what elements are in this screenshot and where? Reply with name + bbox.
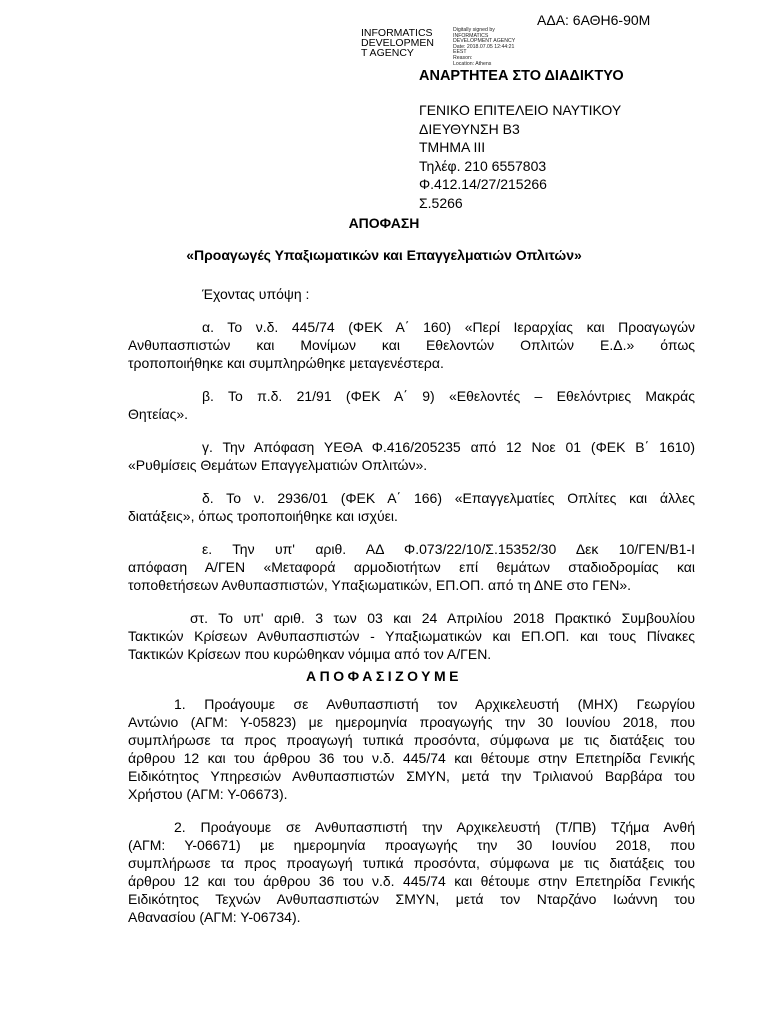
- paragraph-line: γ. Την Απόφαση ΥΕΘΑ Φ.416/205235 από 12 Νοε 01 (ΦΕΚ Β΄ 1610): [202, 439, 695, 455]
- paragraph-line: Ειδικότητος Υπηρεσιών Ανθυπασπιστών ΣΜΥΝ, μετά την Τριλιανού Βαρβάρα του: [128, 768, 695, 784]
- paragraph-line: Τακτικών Κρίσεων Ανθυπασπιστών - Υπαξιωματικών και ΕΠ.ΟΠ. και τους Πίνακες: [128, 628, 695, 644]
- signature-org-line: INFORMATICS: [361, 27, 433, 39]
- signature-detail-line: INFORMATICS: [453, 32, 489, 39]
- signature-org-line: T AGENCY: [361, 47, 414, 59]
- paragraph-line: Ανθυπασπιστών και Μονίμων και Εθελοντών Οπλιτών Ε.Δ.» όπως: [128, 337, 695, 353]
- consideration-item: [128, 540, 695, 594]
- signature-detail-line: EEST: [453, 49, 467, 56]
- paragraph-line: διατάξεις», όπως τροποποιήθηκε και ισχύει.: [128, 508, 398, 524]
- paragraph-line: άρθρου 12 και του άρθρου 36 του ν.δ. 445/74 και θέτουμε στην Επετηρίδα Γενικής: [128, 750, 695, 766]
- paragraph-line: Χρήστου (ΑΓΜ: Υ-06673).: [128, 786, 288, 802]
- paragraph-line: δ. Το ν. 2936/01 (ΦΕΚ Α΄ 166) «Επαγγελματίες Οπλίτες και άλλες: [202, 490, 695, 506]
- publish-notice: ΑΝΑΡΤΗΤΕΑ ΣΤΟ ΔΙΑΔΙΚΤΥΟ: [419, 68, 624, 84]
- consideration-item: [128, 387, 695, 423]
- decisions-list: [128, 695, 695, 926]
- paragraph-line: συμπλήρωσε τα προς προαγωγή τυπικά προσόντα, σύμφωνα με τις διατάξεις του: [128, 855, 695, 871]
- consideration-item: [128, 438, 695, 474]
- paragraph-line: ε. Την υπ' αριθ. ΑΔ Φ.073/22/10/Σ.15352/30 Δεκ 10/ΓΕΝ/Β1-Ι: [202, 541, 695, 557]
- signature-organization: [361, 28, 455, 58]
- considerations-list: [128, 318, 695, 663]
- issuer-header-line: ΤΜΗΜΑ ΙΙΙ: [419, 139, 486, 156]
- decision-subject: «Προαγωγές Υπαξιωματικών και Επαγγελματιών Οπλιτών»: [186, 247, 582, 263]
- paragraph-line: απόφαση Α/ΓΕΝ «Μεταφορά αρμοδιοτήτων επί θεμάτων σταδιοδρομίας και: [128, 559, 695, 575]
- issuer-header-line: ΓΕΝΙΚΟ ΕΠΙΤΕΛΕΙΟ ΝΑΥΤΙΚΟΥ: [419, 102, 622, 118]
- signature-detail-line: Date: 2018.07.05 12:44:21: [453, 43, 515, 50]
- paragraph-line: Αθανασίου (ΑΓΜ: Υ-06734).: [128, 909, 301, 925]
- paragraph-line: στ. Το υπ' αριθ. 3 των 03 και 24 Απριλίου 2018 Πρακτικό Συμβουλίου: [190, 610, 695, 626]
- paragraph-line: 2. Προάγουμε σε Ανθυπασπιστή την Αρχικελευστή (Τ/ΠΒ) Τζήμα Ανθή: [174, 819, 695, 835]
- paragraph-line: Ειδικότητος Τεχνών Ανθυπασπιστών ΣΜΥΝ, μετά τον Νταρζάνο Ιωάννη του: [128, 891, 695, 907]
- we-decide-heading: ΑΠΟΦΑΣΙΖΟΥΜΕ: [305, 668, 463, 684]
- signature-detail-line: Location: Athens: [453, 60, 492, 67]
- paragraph-line: τοποθετήσεων Ανθυπασπιστών, Υπαξιωματικών, ΕΠ.ΟΠ. από τη ΔΝΕ στο ΓΕΝ».: [128, 577, 632, 593]
- issuer-header-line: ΔΙΕΥΘΥΝΣΗ Β3: [419, 120, 520, 137]
- paragraph-line: «Ρυθμίσεις Θεμάτων Επαγγελματιών Οπλιτών».: [128, 457, 428, 473]
- ada-code: ΑΔΑ: 6ΑΘΗ6-90Μ: [537, 12, 651, 28]
- considering-label: Έχοντας υπόψη :: [202, 286, 310, 302]
- signature-details: [453, 28, 515, 67]
- signature-detail-line: DEVELOPMENT AGENCY: [453, 38, 516, 45]
- decision-item: [128, 818, 695, 926]
- issuer-header-line: Φ.412.14/27/215266: [419, 176, 547, 193]
- paragraph-line: (ΑΓΜ: Υ-06671) με ημερομηνία προαγωγής την 30 Ιουνίου 2018, που: [128, 837, 695, 853]
- paragraph-line: τροποποιήθηκε και συμπληρώθηκε μεταγενέστερα.: [128, 355, 444, 371]
- issuer-header-line: Σ.5266: [419, 194, 463, 211]
- signature-detail-line: Digitally signed by: [453, 27, 495, 33]
- issuer-header-line: Τηλέφ. 210 6557803: [419, 157, 547, 174]
- signature-org-line: DEVELOPMEN: [361, 37, 434, 49]
- decision-item: [128, 695, 695, 803]
- paragraph-line: 1. Προάγουμε σε Ανθυπασπιστή τον Αρχικελευστή (ΜΗΧ) Γεωργίου: [174, 696, 695, 712]
- consideration-item: [128, 609, 695, 663]
- consideration-item: [128, 318, 695, 372]
- paragraph-line: Αντώνιο (ΑΓΜ: Υ-05823) με ημερομηνία προαγωγής την 30 Ιουνίου 2018, που: [128, 714, 695, 730]
- decision-title: ΑΠΟΦΑΣΗ: [348, 215, 420, 231]
- paragraph-line: συμπλήρωσε τα προς προαγωγή τυπικά προσόντα, σύμφωνα με τις διατάξεις του: [128, 732, 695, 748]
- consideration-item: [128, 489, 695, 525]
- paragraph-line: Τακτικών Κρίσεων που κυρώθηκαν νόμιμα από τον Α/ΓΕΝ.: [128, 646, 492, 662]
- paragraph-line: α. Το ν.δ. 445/74 (ΦΕΚ Α΄ 160) «Περί Ιεραρχίας και Προαγωγών: [202, 319, 695, 335]
- signature-detail-line: Reason:: [453, 54, 473, 61]
- paragraph-line: β. Το π.δ. 21/91 (ΦΕΚ Α΄ 9) «Εθελοντές – Εθελόντριες Μακράς: [202, 388, 695, 404]
- paragraph-line: άρθρου 12 και του άρθρου 36 του ν.δ. 445/74 και θέτουμε στην Επετηρίδα Γενικής: [128, 873, 695, 889]
- paragraph-line: Θητείας».: [128, 406, 189, 422]
- issuer-header: [419, 101, 621, 213]
